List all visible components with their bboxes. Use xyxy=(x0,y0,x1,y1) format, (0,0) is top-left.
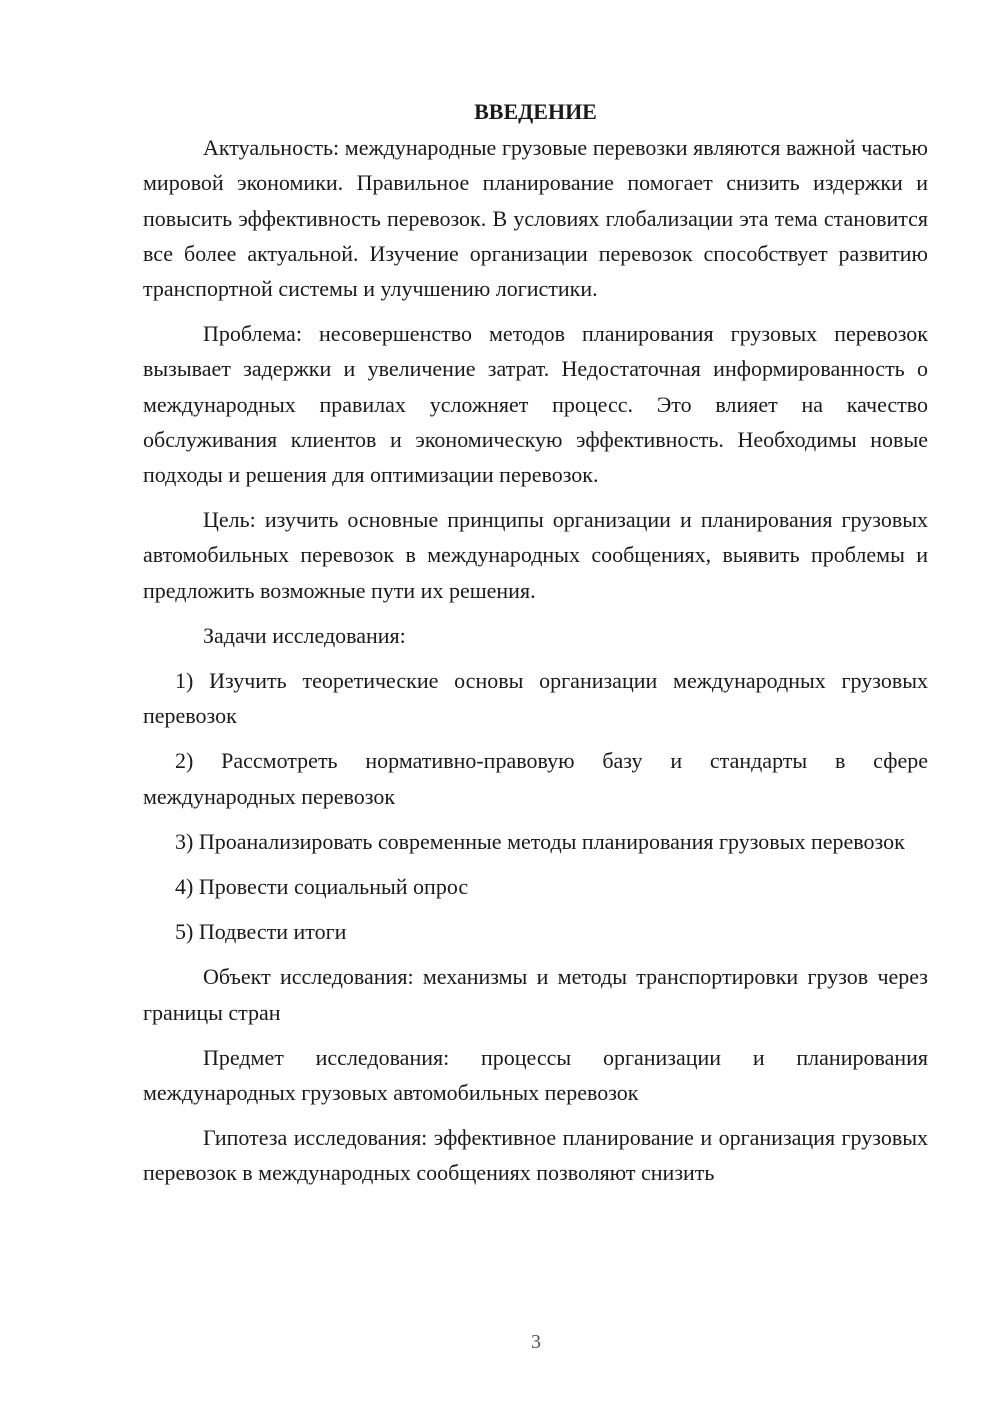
paragraph-subject: Предмет исследования: процессы организации и планирования международных грузовых автомобильных перевозок xyxy=(143,1044,928,1106)
page-number: 3 xyxy=(531,1331,541,1353)
task-item-5: 5) Подвести итоги xyxy=(175,919,347,945)
tasks-title: Задачи исследования: xyxy=(203,622,406,648)
paragraph-problem: Проблема: несовершенство методов планирования грузовых перевозок вызывает задержки и увеличение затрат. Недостаточная информированность о международных правилах усложняет процесс. Это влияет на качество обслуживания клиентов и экономическую эффективность. Необходимы новые подходы и решения для оптимизации перевозок. xyxy=(143,321,928,488)
task-item-4: 4) Провести социальный опрос xyxy=(175,874,469,900)
task-item-3: 3) Проанализировать современные методы планирования грузовых перевозок xyxy=(175,828,905,854)
task-item-1: 1) Изучить теоретические основы организации международных грузовых перевозок xyxy=(143,668,928,729)
task-item-2: 2) Рассмотреть нормативно-правовую базу и стандарты в сфере международных перевозок xyxy=(143,748,928,809)
paragraph-relevance: Актуальность: международные грузовые перевозки являются важной частью мировой экономики. Правильное планирование помогает снизить издержки и повысить эффективность перевозок. В условиях глобализации эта тема становится все более актуальной. Изучение организации перевозок способствует развитию транспортной системы и улучшению логистики. xyxy=(143,135,928,302)
document-body xyxy=(143,94,928,1201)
paragraph-goal: Цель: изучить основные принципы организации и планирования грузовых автомобильных перевозок в международных сообщениях, выявить проблемы и предложить возможные пути их решения. xyxy=(143,507,928,603)
section-heading: ВВЕДЕНИЕ xyxy=(474,99,597,124)
paragraph-object: Объект исследования: механизмы и методы транспортировки грузов через границы стран xyxy=(143,964,928,1025)
paragraph-hypothesis: Гипотеза исследования: эффективное планирование и организация грузовых перевозок в международных сообщениях позволяют снизить xyxy=(143,1125,928,1186)
